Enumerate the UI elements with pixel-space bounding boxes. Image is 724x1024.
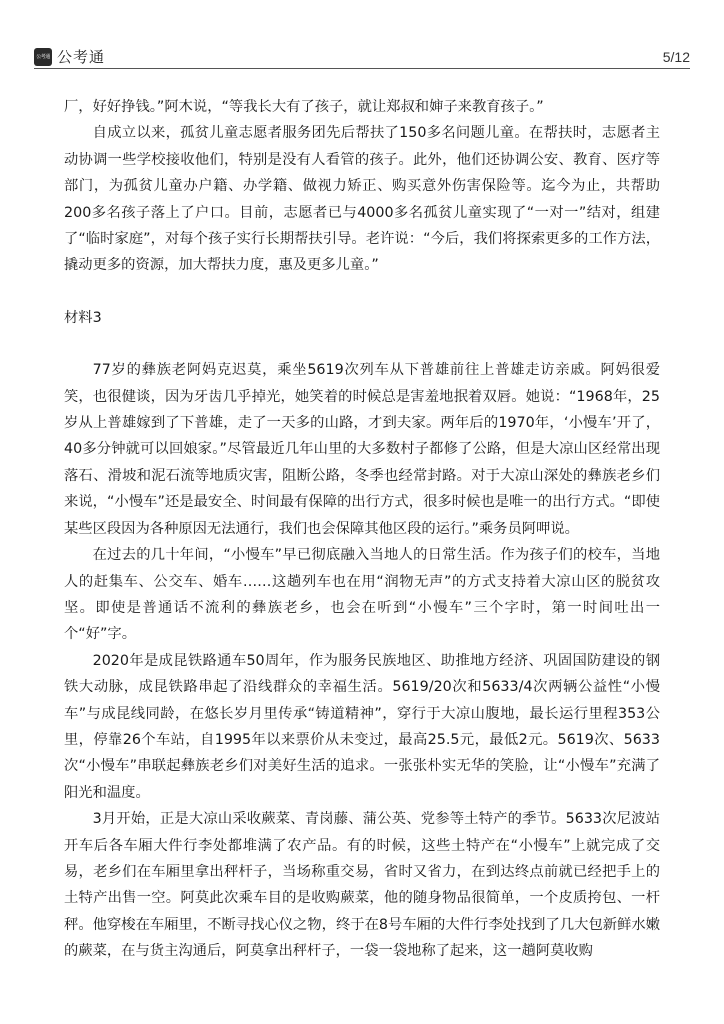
brand-logo bbox=[34, 46, 105, 67]
document-body bbox=[64, 94, 660, 965]
paragraph: 自成立以来，孤贫儿童志愿者服务团先后帮扶了150多名问题儿童。在帮扶时，志愿者主动协调一些学校接收他们，特别是没有人看管的孩子。此外，他们还协调公安、教育、医疗等部门，为孤贫儿童办户籍、办学籍、做视力矫正、购买意外伤害保险等。迄今为止，共帮助200多名孩子落上了户口。目前，志愿者已与4000多名孤贫儿童实现了“一对一”结对，组建了“临时家庭”，对每个孩子实行长期帮扶引导。老许说：“今后，我们将探索更多的工作方法，撬动更多的资源，加大帮扶力度，惠及更多儿童。” bbox=[64, 125, 660, 274]
section-heading-material-3: 材料3 bbox=[64, 309, 102, 326]
header-divider bbox=[34, 68, 690, 69]
paragraph-continued: 厂，好好挣钱。”阿木说，“等我长大有了孩子，就让郑叔和婶子来教育孩子。” bbox=[64, 99, 544, 115]
page-indicator: 5/12 bbox=[662, 49, 690, 65]
paragraph: 2020年是成昆铁路通车50周年，作为服务民族地区、助推地方经济、巩固国防建设的钢铁大动脉，成昆铁路串起了沿线群众的幸福生活。5619/20次和5633/4次两辆公益性“小慢车”与成昆线同龄，在悠长岁月里传承“铸道精神”，穿行于大凉山腹地，最长运行里程353公里，停靠26个车站，自1995年以来票价从未变过，最高25.5元，最低2元。5619次、5633次“小慢车”串联起彝族老乡们对美好生活的追求。一张张朴实无华的笑脸，让“小慢车”充满了阳光和温度。 bbox=[64, 652, 660, 801]
paragraph: 77岁的彝族老阿妈克迟莫，乘坐5619次列车从下普雄前往上普雄走访亲戚。阿妈很爱笑，也很健谈，因为牙齿几乎掉光，她笑着的时候总是害羞地抿着双唇。她说：“1968年，25岁从上普雄嫁到了下普雄，走了一天多的山路，才到夫家。两年后的1970年，‘小慢车’开了，40多分钟就可以回娘家。”尽管最近几年山里的大多数村子都修了公路，但是大凉山区经常出现落石、滑坡和泥石流等地质灾害，阻断公路，冬季也经常封路。对于大凉山深处的彝族老乡们来说，“小慢车”还是最安全、时间最有保障的出行方式，很多时候也是唯一的出行方式。“即使某些区段因为各种原因无法通行，我们也会保障其他区段的运行。”乘务员阿呷说。 bbox=[64, 362, 660, 537]
paragraph: 3月开始，正是大凉山采收蕨菜、青岗藤、蒲公英、党参等土特产的季节。5633次尼波站开车后各车厢大件行李处都堆满了农产品。有的时候，这些土特产在“小慢车”上就完成了交易，老乡们在车厢里拿出秤杆子，当场称重交易，省时又省力，在到达终点前就已经把手上的土特产出售一空。阿莫此次乘车目的是收购蕨菜，他的随身物品很简单，一个皮质挎包、一杆秤。他穿梭在车厢里，不断寻找心仪之物，终于在8号车厢的大件行李处找到了几大包新鲜水嫩的蕨菜，在与货主沟通后，阿莫拿出秤杆子，一袋一袋地称了起来，这一趟阿莫收购 bbox=[64, 811, 660, 960]
paragraph: 在过去的几十年间，“小慢车”早已彻底融入当地人的日常生活。作为孩子们的校车，当地人的赶集车、公交车、婚车……这趟列车也在用“润物无声”的方式支持着大凉山区的脱贫攻坚。即使是普通话不流利的彝族老乡，也会在听到“小慢车”三个字时，第一时间吐出一个“好”字。 bbox=[64, 547, 660, 643]
logo-icon: 公考通 bbox=[34, 48, 52, 66]
page-header bbox=[34, 44, 690, 74]
logo-text: 公考通 bbox=[57, 48, 106, 66]
